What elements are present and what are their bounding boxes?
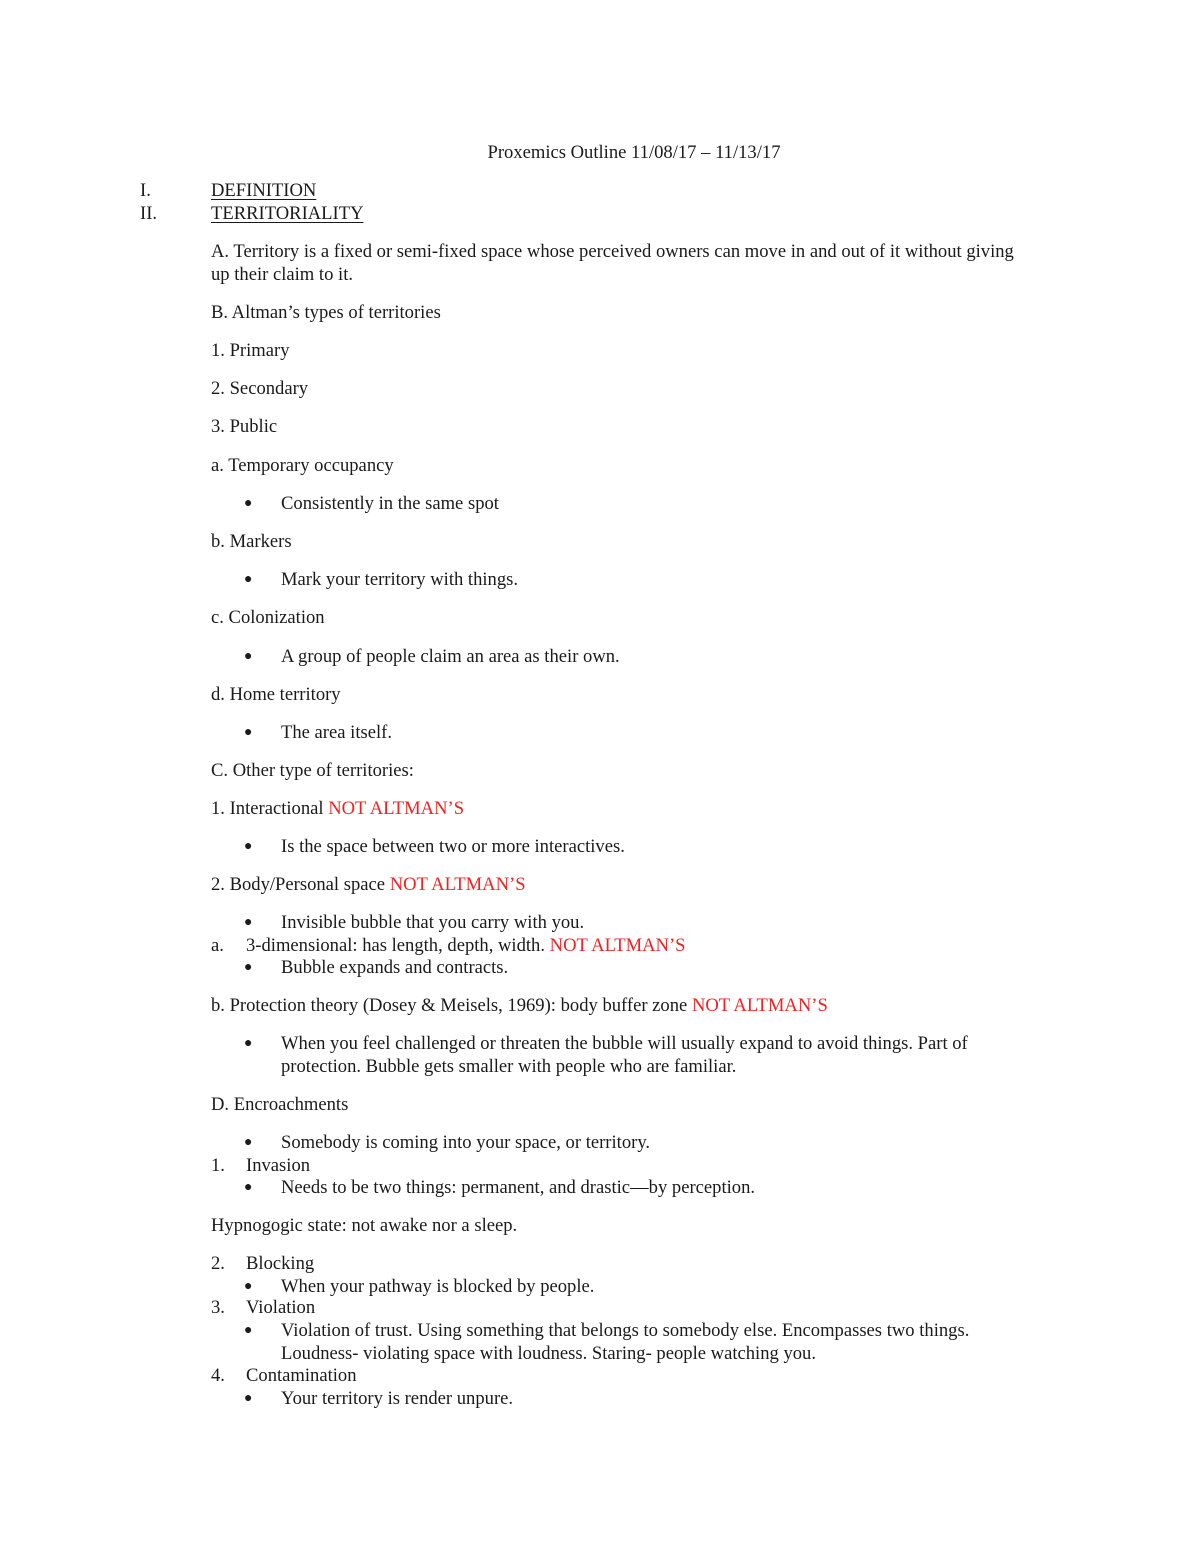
para-a-line-2: up their claim to it.: [211, 264, 354, 285]
page-title: Proxemics Outline 11/08/17 – 11/13/17: [487, 142, 781, 163]
bullet-icon: ●: [244, 725, 253, 740]
bullet-text: When your pathway is blocked by people.: [281, 1276, 595, 1297]
list-number: 1.: [211, 1155, 225, 1176]
bullet-icon: ●: [244, 1135, 253, 1150]
item-invasion: Invasion: [246, 1155, 311, 1176]
bullet-icon: ●: [244, 839, 253, 854]
heading-definition: DEFINITION: [211, 180, 317, 201]
para-a-line-1: A. Territory is a fixed or semi-fixed space whose perceived owners can move in and out of it without giving: [211, 241, 1014, 262]
bullet-text: When you feel challenged or threaten the bubble will usually expand to avoid things. Part of: [281, 1033, 968, 1054]
bullet-text: Violation of trust. Using something that belongs to somebody else. Encompasses two things.: [281, 1320, 970, 1341]
bullet-text: Somebody is coming into your space, or territory.: [281, 1132, 651, 1153]
list-number: 2.: [211, 1253, 225, 1274]
item-protection-theory: b. Protection theory (Dosey & Meisels, 1969): body buffer zone NOT ALTMAN’S: [211, 995, 828, 1016]
list-number: 4.: [211, 1365, 225, 1386]
bullet-text: Bubble expands and contracts.: [281, 957, 509, 978]
bullet-icon: ●: [244, 1323, 253, 1338]
bullet-text: Mark your territory with things.: [281, 569, 519, 590]
item-temporary-occupancy: a. Temporary occupancy: [211, 455, 394, 476]
heading-territoriality: TERRITORIALITY: [211, 203, 364, 224]
bullet-icon: ●: [244, 915, 253, 930]
bullet-icon: ●: [244, 960, 253, 975]
bullet-text-continued: protection. Bubble gets smaller with people who are familiar.: [281, 1056, 737, 1077]
not-altman-tag: NOT ALTMAN’S: [328, 798, 465, 819]
not-altman-tag: NOT ALTMAN’S: [549, 935, 686, 956]
bullet-text: Needs to be two things: permanent, and drastic—by perception.: [281, 1177, 756, 1198]
not-altman-tag: NOT ALTMAN’S: [691, 995, 828, 1016]
item-interactional: 1. Interactional NOT ALTMAN’S: [211, 798, 465, 819]
bullet-icon: ●: [244, 649, 253, 664]
bullet-text: Consistently in the same spot: [281, 493, 499, 514]
item-body-personal-space: 2. Body/Personal space NOT ALTMAN’S: [211, 874, 526, 895]
bullet-icon: ●: [244, 1180, 253, 1195]
bullet-icon: ●: [244, 572, 253, 587]
bullet-icon: ●: [244, 1391, 253, 1406]
bullet-icon: ●: [244, 1036, 253, 1051]
bullet-icon: ●: [244, 496, 253, 511]
not-altman-tag: NOT ALTMAN’S: [389, 874, 526, 895]
item-colonization: c. Colonization: [211, 607, 325, 628]
bullet-icon: ●: [244, 1279, 253, 1294]
heading-c: C. Other type of territories:: [211, 760, 414, 781]
item-blocking: Blocking: [246, 1253, 315, 1274]
item-public: 3. Public: [211, 416, 278, 437]
item-secondary: 2. Secondary: [211, 378, 309, 399]
bullet-text: Your territory is render unpure.: [281, 1388, 514, 1409]
hypnogogic-note: Hypnogogic state: not awake nor a sleep.: [211, 1215, 518, 1236]
item-primary: 1. Primary: [211, 340, 290, 361]
item-markers: b. Markers: [211, 531, 292, 552]
bullet-text: A group of people claim an area as their own.: [281, 646, 620, 667]
item-home-territory: d. Home territory: [211, 684, 341, 705]
heading-d: D. Encroachments: [211, 1094, 349, 1115]
roman-numeral-1: I.: [140, 180, 151, 201]
item-contamination: Contamination: [246, 1365, 357, 1386]
roman-numeral-2: II.: [140, 203, 158, 224]
list-number: a.: [211, 935, 224, 956]
list-number: 3.: [211, 1297, 225, 1318]
item-violation: Violation: [246, 1297, 316, 1318]
bullet-text: The area itself.: [281, 722, 392, 743]
bullet-text-continued: Loudness- violating space with loudness. Staring- people watching you.: [281, 1343, 816, 1364]
bullet-text: Invisible bubble that you carry with you.: [281, 912, 585, 933]
heading-b: B. Altman’s types of territories: [211, 302, 441, 323]
item-3-dimensional: 3-dimensional: has length, depth, width. NOT ALTMAN’S: [246, 935, 686, 956]
bullet-text: Is the space between two or more interactives.: [281, 836, 625, 857]
